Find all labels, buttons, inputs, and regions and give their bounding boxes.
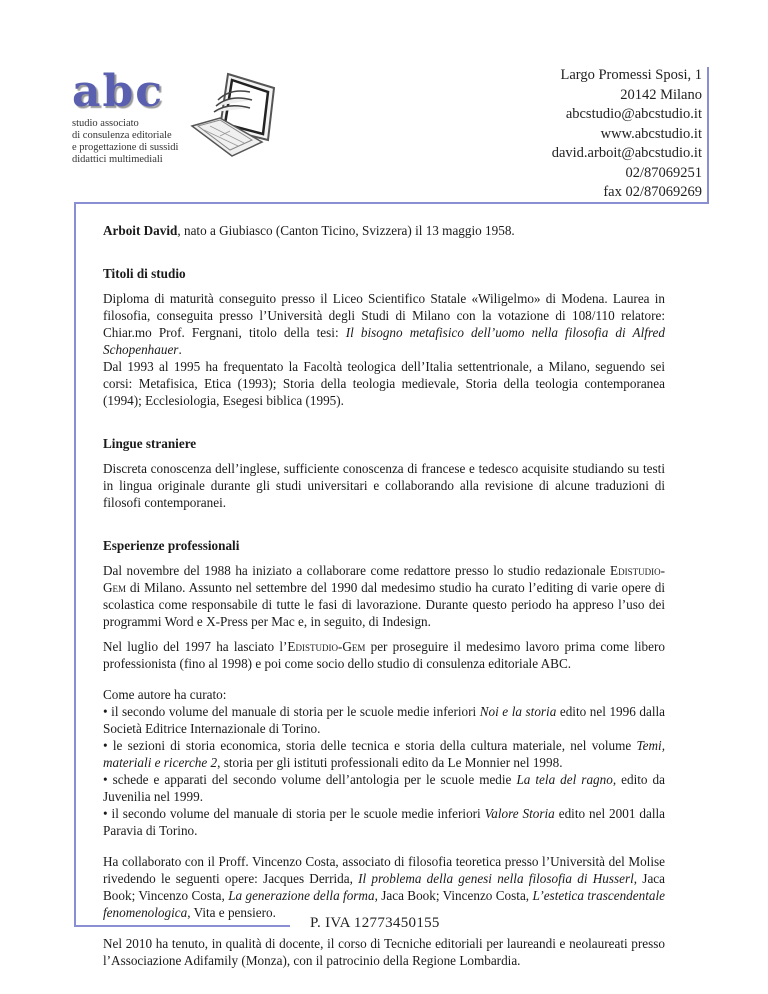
text: • le sezioni di storia economica, storia delle tecnica e storia della cultura materiale, nel volume — [103, 738, 637, 753]
cv-intro — [103, 222, 665, 239]
laptop-with-pages-icon — [190, 70, 282, 162]
book-title: Il problema della genesi nella filosofia di Husserl — [358, 871, 634, 886]
list-item — [103, 771, 665, 805]
text: Ha collaborato con il Proff. Vincenzo Costa, associato di filosofia teoretica presso l’Università del Molise rivedendo le seguenti opere: Jacques Derrida, — [103, 854, 665, 886]
teaching-paragraph: Nel 2010 ha tenuto, in qualità di docente, il corso di Tecniche editoriali per laureandi e neolaureati presso l’Associazione Adifamily (Monza), con il patrocinio della Regione Lombardia. — [103, 936, 665, 968]
list-item — [103, 805, 665, 839]
book-title: Valore Storia — [484, 806, 555, 821]
book-title: L’estetica trascendentale fenomenologica — [103, 888, 665, 920]
lingue-paragraph: Discreta conoscenza dell’inglese, sufficiente conoscenza di francese e tedesco acquisite studiando su testi in lingua originale durante gli studi universitari e collaborando alla revisione di alcune traduzioni di filosofi contemporanei. — [103, 461, 665, 510]
cv-content — [103, 222, 665, 969]
vat-number: P. IVA 12773450155 — [310, 915, 440, 931]
text: • il secondo volume del manuale di storia per le scuole medie inferiori — [103, 704, 480, 719]
logo-tagline-line: di consulenza editoriale — [72, 130, 172, 141]
book-title: La tela del ragno — [516, 772, 613, 787]
section-lingue-straniere — [103, 435, 665, 511]
list-item — [103, 737, 665, 771]
text: , Jaca Book; Vincenzo Costa, — [374, 888, 533, 903]
text: • schede e apparati del secondo volume dell’antologia per le scuole medie — [103, 772, 517, 787]
contact-phone: 02/87069251 — [625, 164, 702, 181]
text: edito nel 1996 dalla Società Editrice Internazionale di Torino. — [103, 704, 666, 736]
logo-tagline-line: e progettazione di sussidi — [72, 142, 179, 153]
text: Diploma di maturità conseguito presso il Liceo Scientifico Statale «Wiligelmo» di Modena. Laurea in filosofia, conseguita presso l’Università degli Studi di Milano con la votazione di 108/110 relatore: Chiar.mo Prof. Fergnani, titolo della tesi: — [103, 291, 665, 340]
text: , Jaca Book; Vincenzo Costa, — [103, 871, 665, 903]
text: , edito da Juvenilia nel 1999. — [103, 772, 665, 804]
logo-tagline — [72, 118, 178, 166]
text: , Vita e pensiero. — [187, 905, 276, 920]
esperienze-paragraph-1 — [103, 562, 665, 630]
titoli-paragraph-2: Dal 1993 al 1995 ha frequentato la Facoltà teologica dell’Italia settentrionale, a Milano, seguendo sei corsi: Metafisica, Etica (1993); Storia della teologia medievale, Storia della teologia contemporanea (1994); Ecclesiologia, Esegesi biblica (1995). — [103, 359, 665, 408]
frame-line-left — [74, 202, 76, 927]
intro-text: , nato a Giubiasco (Canton Ticino, Svizzera) il 13 maggio 1958. — [177, 223, 515, 238]
text: Nel luglio del 1997 ha lasciato l’ — [103, 639, 288, 654]
section-heading: Titoli di studio — [103, 266, 186, 281]
book-title: Temi, materiali e ricerche 2 — [103, 738, 665, 770]
text: edito nel 2001 dalla Paravia di Torino. — [103, 806, 665, 838]
contact-block — [552, 66, 702, 203]
text: , storia per gli istituti professionali edito da Le Monnier nel 1998. — [217, 755, 563, 770]
company-logo — [72, 66, 282, 180]
text: di Milano. Assunto nel settembre del 1990 dal medesimo studio ha curato l’editing di varie opere di scolastica come responsabile di tutte le fasi di lavorazione. Durante questo periodo ha appreso l’uso dei programmi Word e X-Press per Mac e, in seguito, di Indesign. — [103, 580, 665, 629]
logo-tagline-line: didattici multimediali — [72, 154, 163, 165]
contact-personal-email-link[interactable]: david.arboit@abcstudio.it — [551, 145, 702, 161]
person-name: Arboit David — [103, 223, 178, 238]
company-name: Edistudio-Gem — [103, 563, 665, 595]
logo-tagline-line: studio associato — [72, 118, 139, 129]
logo-brand-text: abc — [72, 66, 165, 117]
book-title: La generazione della forma — [228, 888, 375, 903]
list-item — [103, 703, 665, 737]
text: Dal novembre del 1988 ha iniziato a collaborare come redattore presso lo studio redazionale — [103, 563, 611, 578]
collaboration-paragraph — [103, 853, 665, 921]
text: • il secondo volume del manuale di storia per le scuole medie inferiori — [103, 806, 485, 821]
contact-email-link[interactable]: abcstudio@abcstudio.it — [565, 106, 702, 122]
section-heading: Esperienze professionali — [103, 538, 240, 553]
frame-line-right — [707, 67, 709, 204]
contact-city: 20142 Milano — [620, 86, 702, 103]
text: per proseguire il medesimo lavoro prima come libero professionista (fino al 1998) e poi come socio dello studio di consulenza editoriale ABC. — [103, 639, 665, 671]
contact-website-link[interactable]: www.abcstudio.it — [600, 125, 702, 142]
contact-address: Largo Promessi Sposi, 1 — [560, 67, 702, 83]
section-esperienze-professionali — [103, 537, 665, 969]
contact-fax: fax 02/87069269 — [603, 184, 702, 200]
book-title: Noi e la storia — [479, 704, 557, 719]
thesis-title: Il bisogno metafisico dell’uomo nella filosofia di Alfred Schopenhauer — [103, 325, 665, 357]
autore-intro: Come autore ha curato: — [103, 687, 227, 702]
frame-line-top — [74, 202, 709, 204]
titoli-paragraph-1 — [103, 290, 665, 358]
section-titoli-di-studio — [103, 265, 665, 409]
esperienze-paragraph-2 — [103, 638, 665, 672]
section-heading: Lingue straniere — [103, 436, 197, 451]
text: . — [178, 342, 182, 357]
company-name: Edistudio-Gem — [287, 639, 366, 654]
